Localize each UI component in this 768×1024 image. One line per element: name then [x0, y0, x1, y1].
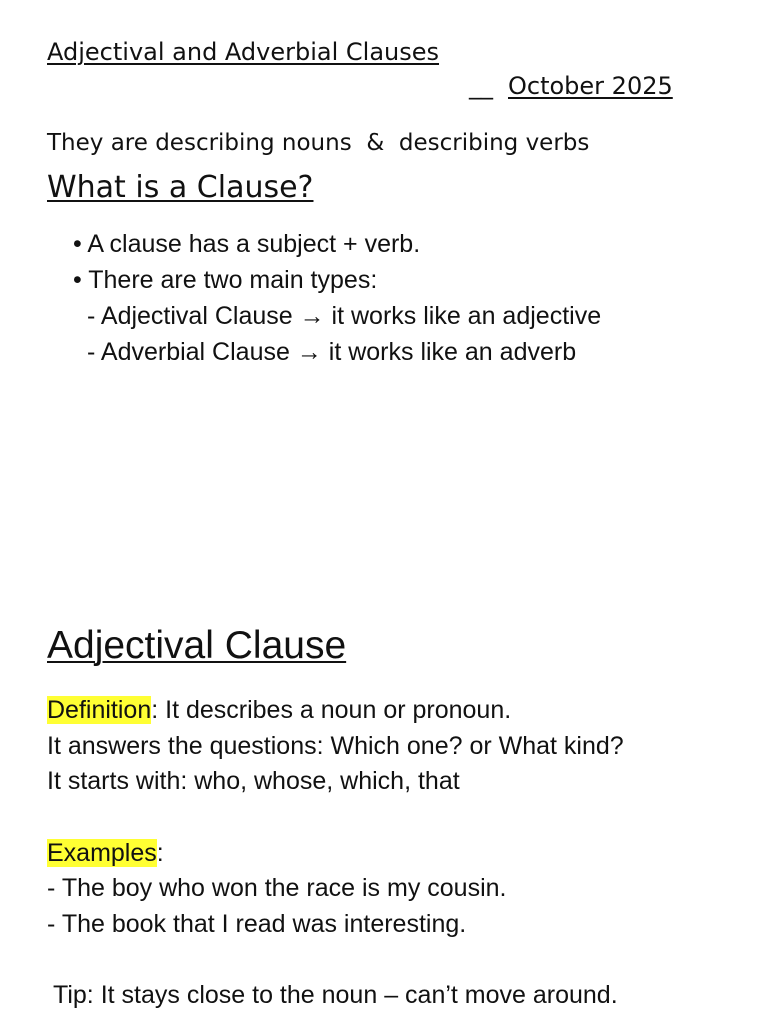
spacer: [47, 942, 624, 978]
bullet-item: • A clause has a subject + verb.: [73, 230, 421, 258]
example-item: - The book that I read was interesting.: [47, 909, 467, 938]
definition-label: Definition: [47, 696, 152, 724]
body-line: It starts with: who, whose, which, that: [47, 767, 460, 795]
examples-line: [47, 836, 624, 872]
adjectival-heading: Adjectival Clause: [47, 624, 347, 667]
date-blank: __: [469, 72, 493, 100]
clause-bullet-list: [73, 226, 601, 370]
document-date: October 2025: [508, 72, 673, 100]
examples-label: Examples: [47, 838, 157, 867]
clause-heading: What is a Clause?: [47, 170, 314, 205]
definition-line: [47, 693, 624, 729]
sub-item: - Adverbial Clause → it works like an adverb: [87, 338, 577, 366]
bullet-item: • There are two main types:: [73, 266, 378, 294]
spacer: [47, 800, 624, 836]
tip-line: Tip: It stays close to the noun – can’t move around.: [53, 981, 618, 1009]
sub-item: - Adjectival Clause → it works like an adjective: [87, 302, 602, 330]
adjectival-body: [47, 693, 624, 1014]
subtitle: They are describing nouns & describing verbs: [47, 130, 590, 156]
document-title: Adjectival and Adverbial Clauses: [47, 38, 440, 66]
body-line: It answers the questions: Which one? or What kind?: [47, 731, 624, 760]
example-item: - The boy who won the race is my cousin.: [47, 874, 507, 902]
definition-text: : It describes a noun or pronoun.: [151, 696, 512, 724]
examples-colon: :: [156, 838, 164, 867]
